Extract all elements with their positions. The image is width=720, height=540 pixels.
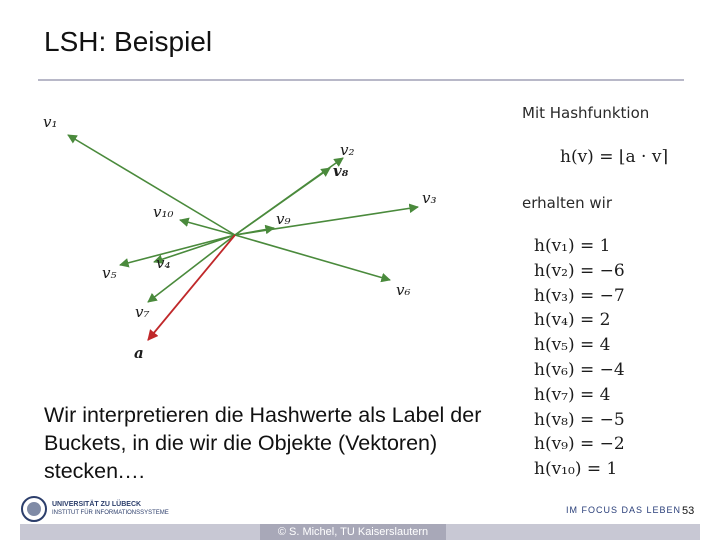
vector-diagram [30,100,510,380]
slogan: IM FOCUS DAS LEBEN [566,505,682,515]
hash-row-v10: h(v₁₀) = 1 [534,459,618,480]
vector-v8-label: v₈ [333,162,349,180]
vector-v7-label: v₇ [135,303,150,321]
vector-v5-label: v₅ [102,264,117,282]
hash-formula: h(v) = ⌊a · v⌉ [560,147,669,167]
hash-row-v2: h(v₂) = −6 [534,260,625,281]
vector-v3-label: v₃ [422,189,437,207]
slide-title: LSH: Beispiel [44,26,213,57]
side-intro: erhalten wir [522,194,612,212]
vector-a-arrow [148,235,235,340]
vector-v1-arrow [68,135,235,235]
side-heading: Mit Hashfunktion [522,104,650,122]
vector-v4-label: v₄ [156,254,171,272]
vector-v1-label: v₁ [43,113,58,131]
hash-row-v9: h(v₉) = −2 [534,434,625,455]
footer-copyright: © S. Michel, TU Kaiserslautern [260,524,446,540]
vector-v9-label: v₉ [276,210,291,228]
vector-v6-arrow [235,235,390,280]
footer-bar-left [20,524,260,540]
vector-a-label: a [134,344,144,362]
footer-bar-right [446,524,700,540]
hash-row-v6: h(v₆) = −4 [534,359,625,380]
vector-lines [68,135,418,340]
hash-row-v8: h(v₈) = −5 [534,409,625,430]
vector-v5-arrow [120,235,235,265]
hash-row-v7: h(v₇) = 4 [534,384,611,405]
hash-row-v5: h(v₅) = 4 [534,335,611,356]
explanation-paragraph: Wir interpretieren die Hashwerte als Label der Buckets, in die wir die Objekte (Vektoren) stecken.… [44,403,482,483]
hash-value-list [534,236,694,484]
vector-v2-label: v₂ [340,141,355,159]
vector-v6-label: v₆ [396,281,411,299]
vector-v10-arrow [180,220,235,235]
page-number: 53 [682,505,695,517]
hash-row-v3: h(v₃) = −7 [534,285,625,306]
hash-row-v1: h(v₁) = 1 [534,236,611,256]
hash-row-v4: h(v₄) = 2 [534,310,611,331]
university-seal-icon [20,494,48,524]
title-rule [38,79,684,81]
vector-v10-label: v₁₀ [153,203,174,221]
university-logo [20,494,169,524]
institute-name: INSTITUT FÜR INFORMATIONSSYSTEME [52,510,169,516]
university-name: UNIVERSITÄT ZU LÜBECK [52,501,142,508]
